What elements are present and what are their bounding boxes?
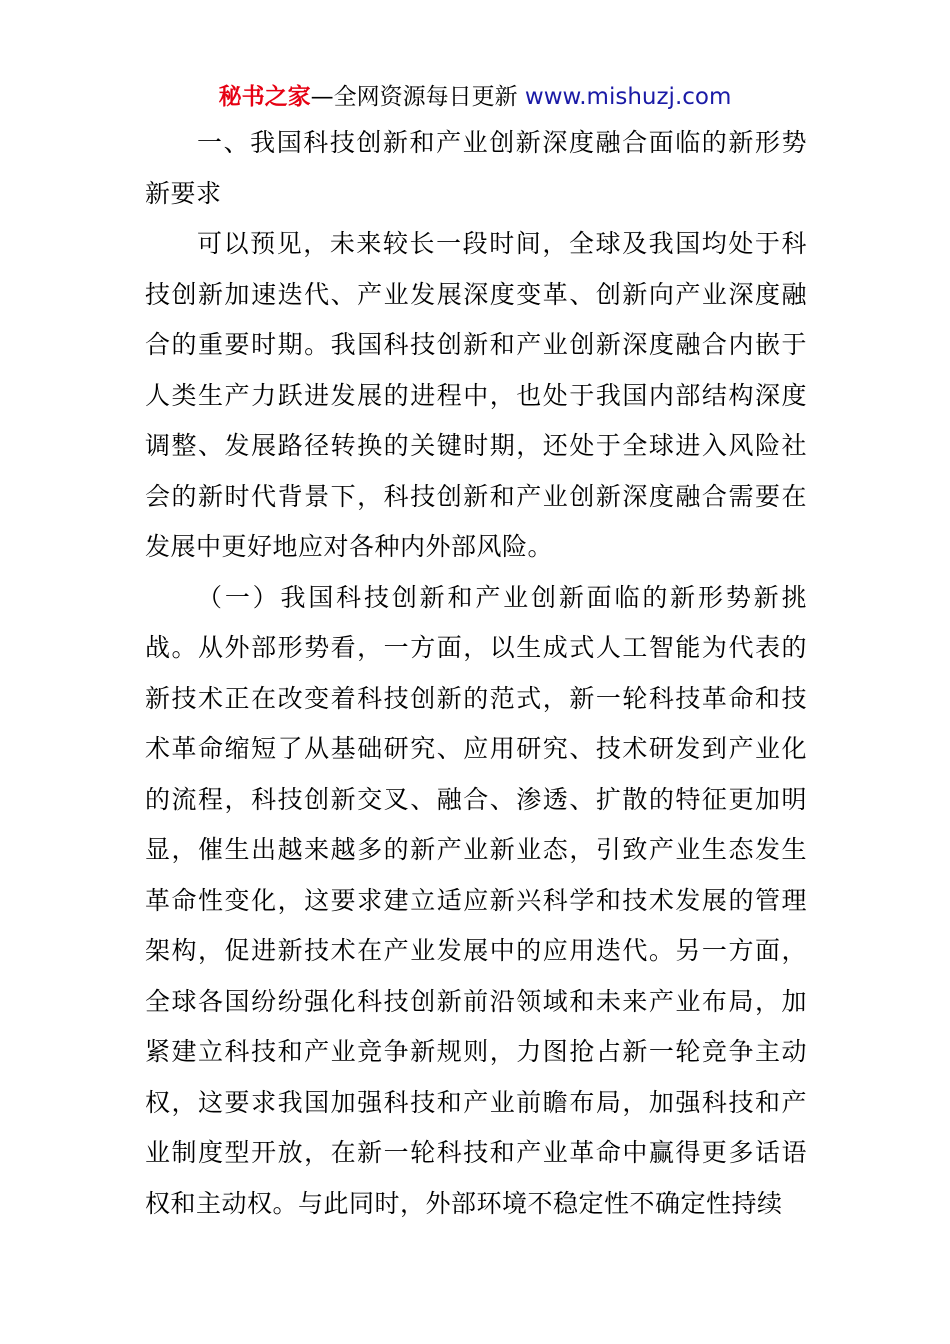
paragraph: （一）我国科技创新和产业创新面临的新形势新挑战。从外部形势看，一方面，以生成式人工智能为代表的新技术正在改变着科技创新的范式，新一轮科技革命和技术革命缩短了从基础研究、应用研究、技术研发到产业化的流程，科技创新交叉、融合、渗透、扩散的特征更加明显，催生出越来越多的新产业新业态，引致产业生态发生革命性变化，这要求建立适应新兴科学和技术发展的管理架构，促进新技术在产业发展中的应用迭代。另一方面，全球各国纷纷强化科技创新前沿领域和未来产业布局，加紧建立科技和产业竞争新规则，力图抢占新一轮竞争主动权，这要求我国加强科技和产业前瞻布局，加强科技和产业制度型开放，在新一轮科技和产业革命中赢得更多话语权和主动权。与此同时，外部环境不稳定性不确定性持续	[145, 582, 807, 1218]
site-brand: 秘书之家	[218, 84, 311, 110]
site-header	[0, 80, 950, 114]
site-tagline: —全网资源每日更新	[310, 84, 525, 110]
paragraph: 可以预见，未来较长一段时间，全球及我国均处于科技创新加速迭代、产业发展深度变革、创新向产业深度融合的重要时期。我国科技创新和产业创新深度融合内嵌于人类生产力跃进发展的进程中，也处于我国内部结构深度调整、发展路径转换的关键时期，还处于全球进入风险社会的新时代背景下，科技创新和产业创新深度融合需要在发展中更好地应对各种内外部风险。	[145, 229, 807, 561]
document-body	[145, 118, 807, 1229]
site-url-link[interactable]: www.mishuzj.com	[524, 84, 732, 110]
section-heading: 一、我国科技创新和产业创新深度融合面临的新形势新要求	[145, 128, 807, 208]
